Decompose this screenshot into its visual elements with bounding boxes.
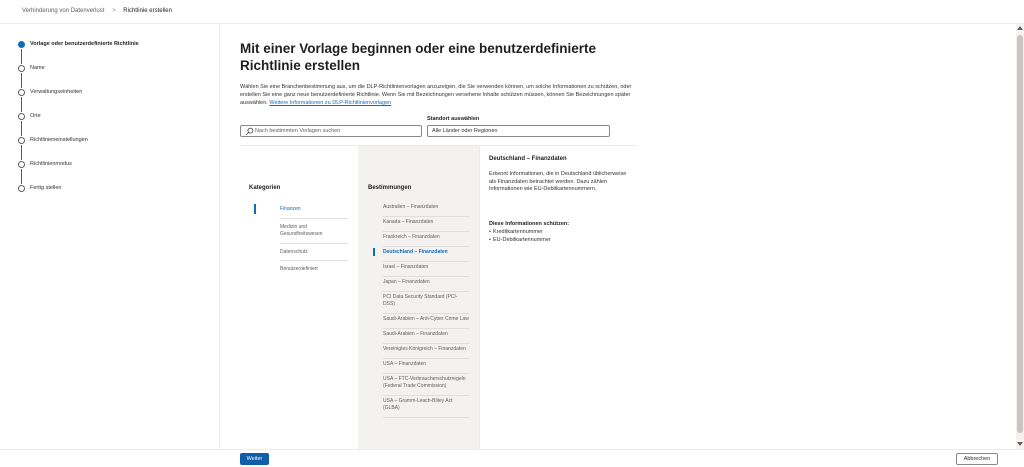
step-connector	[21, 49, 22, 64]
category-item-datenschutz[interactable]: Datenschutz	[280, 249, 308, 255]
details-description: Erkennt Informationen, die in Deutschland üblicherweise als Finanzdaten betrachtet werden. Dazu zählen Informationen wie EU-Debitkartennummern.	[489, 171, 627, 192]
details-title: Deutschland – Finanzdaten	[489, 156, 567, 162]
regulation-item[interactable]: Kanada – Finanzdaten	[383, 217, 469, 232]
regulation-label: Deutschland – Finanzdaten	[383, 249, 448, 255]
next-button[interactable]: Weiter	[240, 453, 269, 465]
regulation-item[interactable]: USA – FTC-Verbraucherschutzregeln (Federal Trade Commission)	[383, 374, 469, 396]
footer-bar	[0, 449, 1024, 467]
regulation-item[interactable]: Israel – Finanzdaten	[383, 262, 469, 277]
category-divider	[280, 243, 348, 244]
regulation-item-selected[interactable]	[383, 247, 469, 262]
regulation-item[interactable]: USA – Gramm-Leach-Bliley Act (GLBA)	[383, 396, 469, 418]
step-connector	[21, 73, 22, 88]
step-connector	[21, 97, 22, 112]
protected-info-item: • EU-Debitkartennummer	[493, 237, 633, 245]
regulations-list	[358, 202, 479, 418]
categories-header: Kategorien	[249, 185, 281, 191]
regulation-item[interactable]: Saudi-Arabien – Anti-Cyber Crime Law	[383, 314, 469, 329]
breadcrumb-current: Richtlinie erstellen	[123, 8, 172, 14]
step-indicator-icon	[18, 65, 25, 72]
step-connector	[21, 169, 22, 184]
scrollbar-thumb[interactable]	[1017, 35, 1023, 433]
scroll-down-arrow-icon[interactable]	[1017, 442, 1023, 446]
search-input[interactable]	[255, 127, 415, 135]
top-bar	[0, 0, 1024, 24]
step-connector	[21, 145, 22, 160]
regulation-item[interactable]: Japan – Finanzdaten	[383, 277, 469, 292]
regulation-item[interactable]: PCI Data Security Standard (PCI-DSS)	[383, 292, 469, 314]
step-label: Orte	[30, 113, 41, 119]
step-label: Name	[30, 65, 45, 71]
category-divider	[280, 218, 348, 219]
regulation-selection-indicator	[373, 248, 375, 256]
description-text: Wählen Sie eine Branchenbestimmung aus, um die DLP-Richtlinienvorlagen anzuzeigen, die Sie verwenden können, um solche Informationen zu schützen, oder erstellen Sie eine ganz neue benutzerdefinierte Richtlinie. Wenn Sie mit Bezeichnungen versehene Inhalte schützen müssen, können Sie Bezeichnungen später auswählen.	[240, 84, 632, 106]
step-indicator-icon	[18, 185, 25, 192]
breadcrumb-parent-link[interactable]: Verhinderung von Datenverlust	[22, 8, 105, 14]
step-indicator-icon	[18, 137, 25, 144]
regulation-item[interactable]: Australien – Finanzdaten	[383, 202, 469, 217]
details-protects-list	[493, 229, 633, 244]
step-label: Richtlinieneinstellungen	[30, 137, 88, 143]
location-label: Standort auswählen	[427, 116, 480, 122]
step-label: Richtlinienmodus	[30, 161, 72, 167]
regulation-item[interactable]: Saudi-Arabien – Finanzdaten	[383, 329, 469, 344]
step-indicator-icon	[18, 41, 25, 48]
category-item-medizin[interactable]: Medizin und Gesundheitswesen	[280, 224, 323, 237]
step-indicator-icon	[18, 113, 25, 120]
step-label: Verwaltungseinheiten	[30, 89, 83, 95]
step-indicator-icon	[18, 161, 25, 168]
page-description	[240, 83, 645, 107]
category-item-benutzerdefiniert[interactable]: Benutzerdefiniert	[280, 266, 318, 272]
categories-column	[240, 146, 358, 449]
learn-more-link[interactable]: Weitere Informationen zu DLP-Richtlinienvorlagen	[269, 100, 392, 106]
category-divider	[280, 260, 348, 261]
details-protects-label: Diese Informationen schützen:	[489, 221, 570, 227]
breadcrumb	[22, 8, 172, 15]
regulation-item[interactable]: Vereinigtes Königreich – Finanzdaten	[383, 344, 469, 359]
template-search[interactable]	[240, 125, 422, 137]
location-dropdown[interactable]: Alle Länder oder Regionen	[427, 125, 610, 137]
search-icon	[245, 127, 254, 136]
regulations-column	[358, 146, 479, 449]
wizard-stepper	[0, 24, 220, 449]
details-panel	[479, 146, 639, 449]
cancel-button[interactable]: Abbrechen	[956, 453, 998, 465]
step-label: Vorlage oder benutzerdefinierte Richtlinie	[30, 41, 139, 47]
step-label: Fertig stellen	[30, 185, 62, 191]
page-title: Mit einer Vorlage beginnen oder eine benutzerdefinierte Richtlinie erstellen	[240, 41, 597, 73]
regulation-item[interactable]: Frankreich – Finanzdaten	[383, 232, 469, 247]
vertical-scrollbar[interactable]	[1016, 24, 1024, 449]
regulations-header: Bestimmungen	[368, 185, 412, 191]
protected-info-item: • Kreditkartennummer	[493, 229, 633, 237]
category-selection-indicator	[254, 204, 256, 214]
main-content	[221, 24, 1016, 449]
step-indicator-icon	[18, 89, 25, 96]
scroll-up-arrow-icon[interactable]	[1017, 26, 1023, 30]
category-item-finanzen[interactable]: Finanzen	[280, 206, 301, 212]
regulation-item[interactable]: USA – Finanzdaten	[383, 359, 469, 374]
step-connector	[21, 121, 22, 136]
breadcrumb-separator: >	[112, 8, 116, 14]
